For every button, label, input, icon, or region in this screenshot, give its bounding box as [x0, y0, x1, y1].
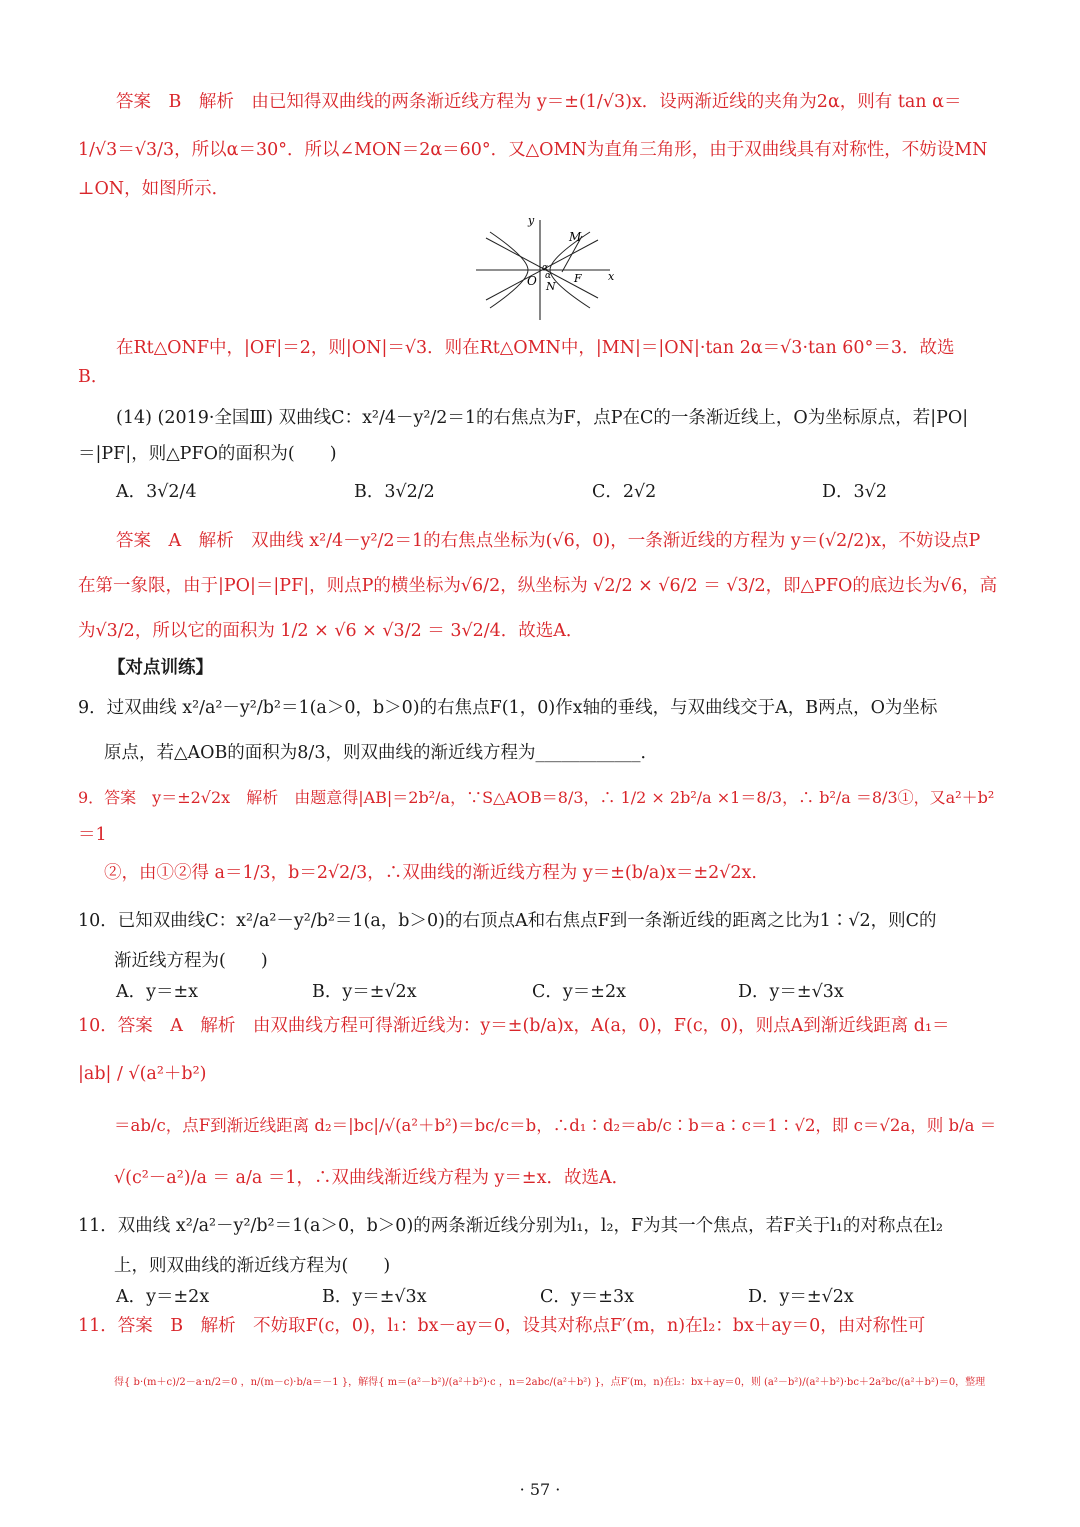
option-11-d: D．y＝±√2x [748, 1287, 854, 1307]
figure-label-alpha-2: α [545, 271, 552, 281]
option-11-b: B．y＝±√3x [322, 1287, 427, 1307]
option-10-d: D．y＝±√3x [738, 982, 844, 1002]
answer-13-line-1: 答案 B 解析 由已知得双曲线的两条渐近线方程为 y＝±(1/√3)x．设两渐近线的夹角为2α，则有 tan α＝ [116, 92, 962, 112]
answer-13-line-4: 在Rt△ONF中，|OF|＝2，则|ON|＝√3．则在Rt△OMN中，|MN|＝|ON|·tan 2α＝√3·tan 60°＝3．故选 [116, 338, 955, 358]
answer-14-line-1: 答案 A 解析 双曲线 x²/4－y²/2＝1的右焦点坐标为(√6，0)，一条渐近线的方程为 y＝(√2/2)x，不妨设点P [116, 531, 981, 551]
question-9-line-1: 9．过双曲线 x²/a²－y²/b²＝1(a＞0，b＞0)的右焦点F(1，0)作x轴的垂线，与双曲线交于A，B两点，O为坐标 [78, 698, 938, 718]
option-10-c: C．y＝±2x [532, 982, 626, 1002]
answer-14-line-3: 为√3/2，所以它的面积为 1/2 × √6 × √3/2 ＝ 3√2/4．故选A． [78, 621, 584, 641]
answer-14-line-2: 在第一象限，由于|PO|＝|PF|，则点P的横坐标为√6/2，纵坐标为 √2/2 × √6/2 ＝ √3/2，即△PFO的底边长为√6，高 [78, 576, 998, 596]
figure-label-alpha-1: α [542, 263, 549, 273]
option-14-c: C．2√2 [592, 482, 657, 502]
figure-label-f: F [574, 272, 582, 285]
answer-9-line-3: ②，由①②得 a＝1/3，b＝2√2/3，∴双曲线的渐近线方程为 y＝±(b/a)x＝±2√2x. [104, 863, 757, 883]
figure-label-n: N [546, 280, 556, 293]
answer-10-line-4: √(c²－a²)/a ＝ a/a ＝1，∴双曲线渐近线方程为 y＝±x．故选A． [114, 1168, 630, 1188]
figure-label-o: O [527, 274, 537, 288]
figure-label-x: x [608, 270, 615, 283]
answer-10-line-2: |ab| / √(a²＋b²) [78, 1064, 207, 1084]
figure-label-y: y [528, 214, 535, 227]
answer-11-line-1: 11．答案 B 解析 不妨取F(c，0)，l₁：bx－ay＝0，设其对称点F′(m，n)在l₂：bx＋ay＝0，由对称性可 [78, 1316, 926, 1336]
question-10-line-1: 10．已知双曲线C：x²/a²－y²/b²＝1(a，b＞0)的右顶点A和右焦点F到一条渐近线的距离之比为1∶√2，则C的 [78, 911, 937, 931]
answer-10-line-1: 10．答案 A 解析 由双曲线方程可得渐近线为：y＝±(b/a)x，A(a，0)，F(c，0)，则点A到渐近线距离 d₁＝ [78, 1016, 950, 1036]
answer-9-line-2: ＝1 [78, 825, 107, 845]
answer-13-line-3: ⊥ON，如图所示． [78, 179, 230, 199]
hyperbola-figure [470, 212, 620, 330]
option-11-c: C．y＝±3x [540, 1287, 634, 1307]
question-9-line-2: 原点，若△AOB的面积为8/3，则双曲线的渐近线方程为____________． [104, 743, 658, 763]
answer-11-line-2: 得{ b·(m＋c)/2－a·n/2＝0 ，n/(m－c)·b/a＝－1 }，解得{ m＝(a²－b²)/(a²＋b²)·c ，n＝2abc/(a²＋b²) }，点F′(m，n)在l₂：bx＋ay＝0，则 (a²－b²)/(a²＋b²)·bc＋2a²bc/(a²＋b²)＝0，整理 [114, 1377, 986, 1388]
figure-label-m: M [569, 230, 582, 244]
option-10-a: A．y＝±x [116, 982, 199, 1002]
page-number: · 57 · [519, 1480, 561, 1499]
option-14-d: D．3√2 [822, 482, 887, 502]
answer-9-line-1: 9．答案 y＝±2√2x 解析 由题意得|AB|＝2b²/a，∵S△AOB＝8/3，∴ 1/2 × 2b²/a ×1＝8/3，∴ b²/a ＝8/3①，又a²＋b² [78, 788, 995, 807]
answer-13-line-5: B． [78, 367, 109, 387]
question-10-line-2: 渐近线方程为( ) [114, 951, 268, 971]
section-heading-training: 【对点训练】 [108, 658, 213, 678]
answer-10-line-3: ＝ab/c，点F到渐近线距离 d₂＝|bc|/√(a²＋b²)＝bc/c＝b，∴d₁∶d₂＝ab/c∶b＝a∶c＝1∶√2，即 c＝√2a，则 b/a ＝ [114, 1116, 997, 1135]
question-11-line-2: 上，则双曲线的渐近线方程为( ) [114, 1256, 391, 1276]
option-11-a: A．y＝±2x [116, 1287, 210, 1307]
question-11-line-1: 11．双曲线 x²/a²－y²/b²＝1(a＞0，b＞0)的两条渐近线分别为l₁，l₂，F为其一个焦点，若F关于l₁的对称点在l₂ [78, 1216, 943, 1236]
option-14-a: A．3√2/4 [116, 482, 197, 502]
question-14-line-2: ＝|PF|，则△PFO的面积为( ) [78, 444, 337, 464]
option-10-b: B．y＝±√2x [312, 982, 417, 1002]
question-14-line-1: (14) (2019·全国Ⅲ) 双曲线C：x²/4－y²/2＝1的右焦点为F，点P在C的一条渐近线上，O为坐标原点，若|PO| [116, 408, 969, 428]
option-14-b: B．3√2/2 [354, 482, 435, 502]
answer-13-line-2: 1/√3＝√3/3，所以α＝30°．所以∠MON＝2α＝60°．又△OMN为直角三角形，由于双曲线具有对称性，不妨设MN [78, 140, 988, 160]
